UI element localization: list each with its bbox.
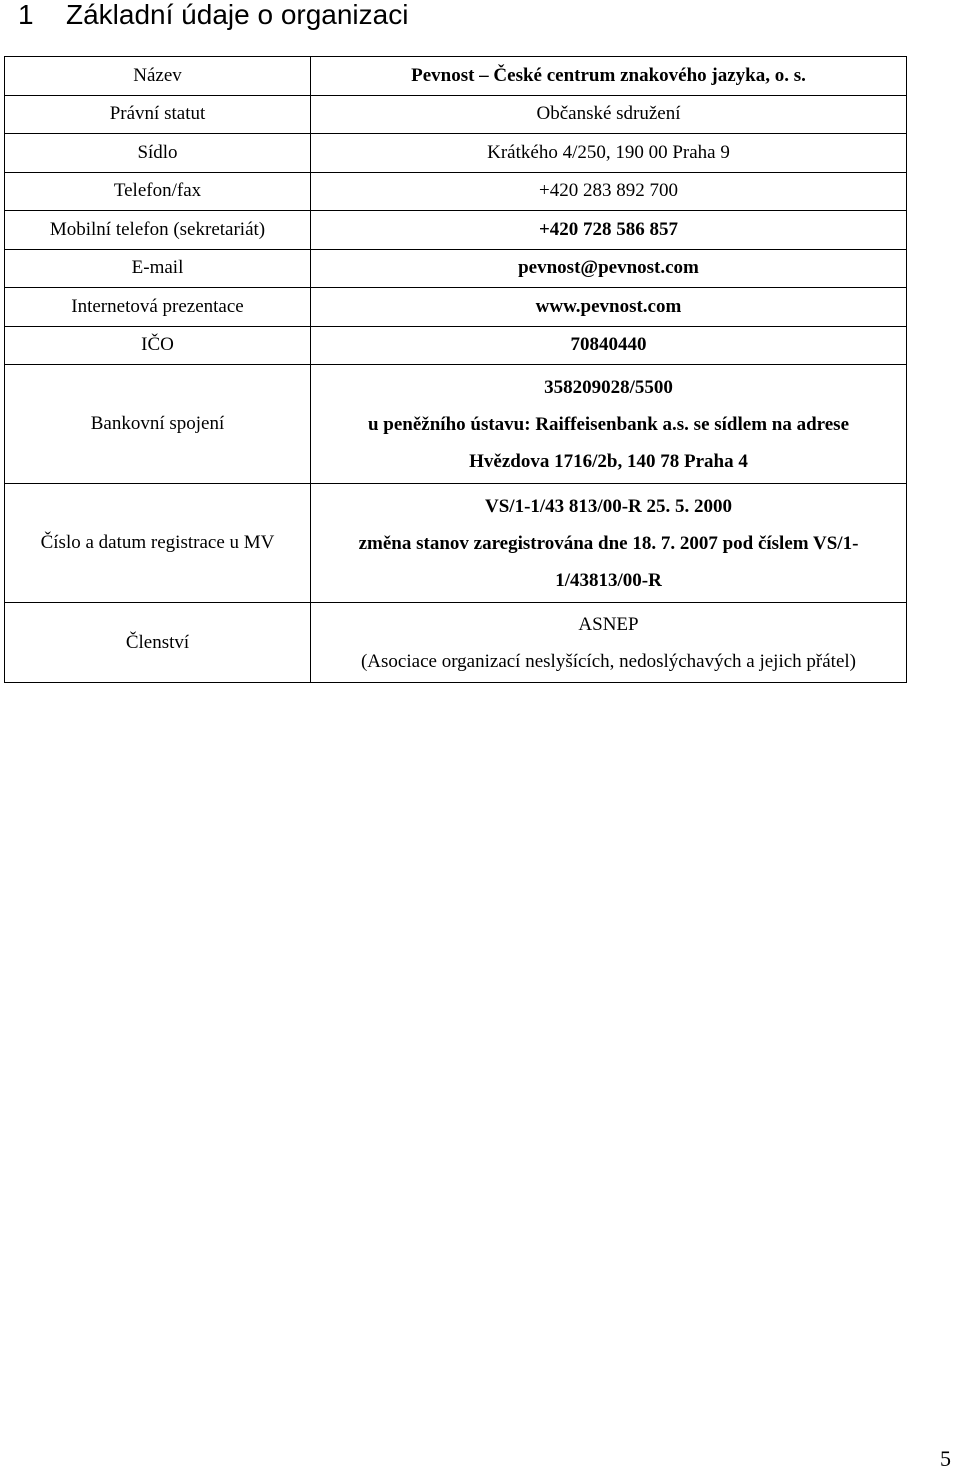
table-row (5, 365, 907, 484)
table-row (5, 288, 907, 327)
row-label-legal-status: Právní statut (5, 95, 311, 134)
table-row (5, 326, 907, 365)
table-row (5, 95, 907, 134)
section-heading (18, 0, 408, 32)
bank-institution: u peněžního ústavu: Raiffeisenbank a.s. se sídlem na adrese (367, 413, 850, 435)
table-row (5, 134, 907, 173)
row-value-bank (311, 365, 907, 484)
row-label-registration: Číslo a datum registrace u MV (5, 484, 311, 603)
row-value-registration (311, 484, 907, 603)
table-row (5, 172, 907, 211)
registration-line-3: 1/43813/00-R (555, 569, 662, 591)
membership-acronym: ASNEP (578, 613, 639, 635)
registration-line-1: VS/1-1/43 813/00-R 25. 5. 2000 (485, 495, 732, 517)
row-label-ico: IČO (5, 326, 311, 365)
bank-address: Hvězdova 1716/2b, 140 78 Praha 4 (469, 450, 748, 472)
row-value-seat: Krátkého 4/250, 190 00 Praha 9 (311, 134, 907, 173)
table-row (5, 484, 907, 603)
organization-info-table (4, 56, 907, 683)
row-label-seat: Sídlo (5, 134, 311, 173)
row-value-mobile: +420 728 586 857 (311, 211, 907, 250)
row-value-email: pevnost@pevnost.com (311, 249, 907, 288)
row-label-name: Název (5, 57, 311, 96)
row-label-bank: Bankovní spojení (5, 365, 311, 484)
table-row (5, 603, 907, 683)
table-row (5, 57, 907, 96)
row-value-phone-fax: +420 283 892 700 (311, 172, 907, 211)
row-value-ico: 70840440 (311, 326, 907, 365)
row-label-email: E-mail (5, 249, 311, 288)
row-label-membership: Členství (5, 603, 311, 683)
section-number: 1 (18, 0, 34, 30)
section-title: Základní údaje o organizaci (66, 0, 409, 30)
row-value-membership (311, 603, 907, 683)
table-row (5, 249, 907, 288)
row-value-website: www.pevnost.com (311, 288, 907, 327)
table-row (5, 211, 907, 250)
row-label-website: Internetová prezentace (5, 288, 311, 327)
bank-account: 358209028/5500 (544, 376, 673, 398)
registration-line-2: změna stanov zaregistrována dne 18. 7. 2007 pod číslem VS/1- (358, 532, 859, 554)
row-label-mobile: Mobilní telefon (sekretariát) (5, 211, 311, 250)
row-label-phone-fax: Telefon/fax (5, 172, 311, 211)
membership-full-name: (Asociace organizací neslyšících, nedoslýchavých a jejich přátel) (360, 650, 857, 672)
row-value-name: Pevnost – České centrum znakového jazyka, o. s. (311, 57, 907, 96)
row-value-legal-status: Občanské sdružení (311, 95, 907, 134)
page-number: 5 (940, 1446, 951, 1471)
